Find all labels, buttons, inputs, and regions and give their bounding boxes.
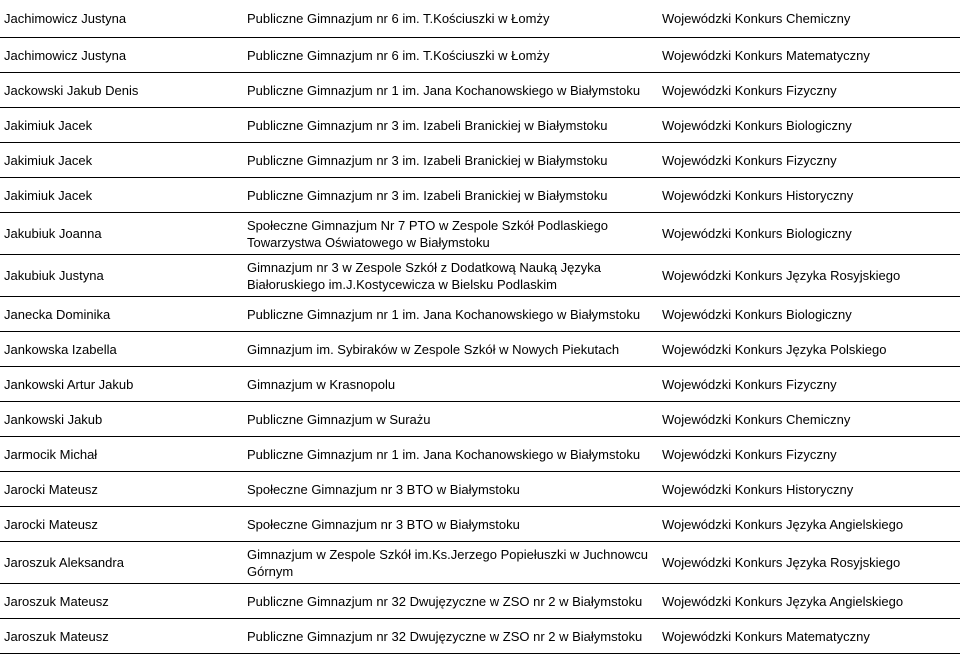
contest-name: Wojewódzki Konkurs Języka Rosyjskiego — [658, 542, 960, 584]
table-row — [0, 619, 960, 654]
school-name: Publiczne Gimnazjum w Surażu — [243, 402, 658, 437]
student-name: Jaroszuk Mateusz — [0, 619, 243, 654]
student-name: Jankowska Izabella — [0, 332, 243, 367]
contest-name: Wojewódzki Konkurs Biologiczny — [658, 297, 960, 332]
student-name: Jarocki Mateusz — [0, 472, 243, 507]
school-name: Publiczne Gimnazjum nr 3 im. Izabeli Branickiej w Białymstoku — [243, 108, 658, 143]
contest-name: Wojewódzki Konkurs Fizyczny — [658, 143, 960, 178]
table-row — [0, 178, 960, 213]
school-name: Publiczne Gimnazjum nr 3 im. Izabeli Branickiej w Białymstoku — [243, 143, 658, 178]
student-name: Janecka Dominika — [0, 297, 243, 332]
table-row — [0, 73, 960, 108]
table-row — [0, 255, 960, 297]
contest-name: Wojewódzki Konkurs Fizyczny — [658, 367, 960, 402]
table-row — [0, 472, 960, 507]
student-name: Jarocki Mateusz — [0, 507, 243, 542]
contest-name: Wojewódzki Konkurs Chemiczny — [658, 0, 960, 38]
table-row — [0, 402, 960, 437]
table-row — [0, 108, 960, 143]
student-name: Jakimiuk Jacek — [0, 108, 243, 143]
school-name: Społeczne Gimnazjum nr 3 BTO w Białymstoku — [243, 507, 658, 542]
table-row — [0, 213, 960, 255]
school-name: Gimnazjum im. Sybiraków w Zespole Szkół w Nowych Piekutach — [243, 332, 658, 367]
contest-name: Wojewódzki Konkurs Matematyczny — [658, 619, 960, 654]
school-name: Publiczne Gimnazjum nr 6 im. T.Kościuszki w Łomży — [243, 38, 658, 73]
table-row — [0, 437, 960, 472]
student-name: Jackowski Jakub Denis — [0, 73, 243, 108]
contest-name: Wojewódzki Konkurs Fizyczny — [658, 437, 960, 472]
student-name: Jarmocik Michał — [0, 437, 243, 472]
contest-name: Wojewódzki Konkurs Historyczny — [658, 472, 960, 507]
table-row — [0, 584, 960, 619]
student-name: Jaroszuk Aleksandra — [0, 542, 243, 584]
school-name: Publiczne Gimnazjum nr 1 im. Jana Kochanowskiego w Białymstoku — [243, 297, 658, 332]
student-name: Jankowski Jakub — [0, 402, 243, 437]
contest-name: Wojewódzki Konkurs Biologiczny — [658, 213, 960, 255]
table-row — [0, 38, 960, 73]
student-name: Jaroszuk Mateusz — [0, 584, 243, 619]
contest-name: Wojewódzki Konkurs Biologiczny — [658, 108, 960, 143]
school-name: Publiczne Gimnazjum nr 3 im. Izabeli Branickiej w Białymstoku — [243, 178, 658, 213]
table-row — [0, 507, 960, 542]
table-row — [0, 143, 960, 178]
school-name: Społeczne Gimnazjum Nr 7 PTO w Zespole Szkół Podlaskiego Towarzystwa Oświatowego w Białymstoku — [243, 213, 658, 255]
student-name: Jachimowicz Justyna — [0, 38, 243, 73]
contest-name: Wojewódzki Konkurs Matematyczny — [658, 38, 960, 73]
school-name: Gimnazjum w Zespole Szkół im.Ks.Jerzego Popiełuszki w Juchnowcu Górnym — [243, 542, 658, 584]
school-name: Społeczne Gimnazjum nr 3 BTO w Białymstoku — [243, 472, 658, 507]
contest-name: Wojewódzki Konkurs Historyczny — [658, 178, 960, 213]
school-name: Gimnazjum w Krasnopolu — [243, 367, 658, 402]
table-row — [0, 367, 960, 402]
contest-name: Wojewódzki Konkurs Języka Rosyjskiego — [658, 255, 960, 297]
student-name: Jakubiuk Justyna — [0, 255, 243, 297]
table-row — [0, 332, 960, 367]
school-name: Publiczne Gimnazjum nr 6 im. T.Kościuszki w Łomży — [243, 0, 658, 38]
school-name: Publiczne Gimnazjum nr 32 Dwujęzyczne w ZSO nr 2 w Białymstoku — [243, 584, 658, 619]
student-name: Jachimowicz Justyna — [0, 0, 243, 38]
student-name: Jankowski Artur Jakub — [0, 367, 243, 402]
table-row — [0, 542, 960, 584]
table-row — [0, 297, 960, 332]
contest-name: Wojewódzki Konkurs Języka Angielskiego — [658, 507, 960, 542]
table-row — [0, 0, 960, 38]
student-name: Jakubiuk Joanna — [0, 213, 243, 255]
contest-name: Wojewódzki Konkurs Chemiczny — [658, 402, 960, 437]
student-name: Jakimiuk Jacek — [0, 178, 243, 213]
contest-name: Wojewódzki Konkurs Języka Polskiego — [658, 332, 960, 367]
school-name: Publiczne Gimnazjum nr 32 Dwujęzyczne w ZSO nr 2 w Białymstoku — [243, 619, 658, 654]
contest-name: Wojewódzki Konkurs Języka Angielskiego — [658, 584, 960, 619]
student-name: Jakimiuk Jacek — [0, 143, 243, 178]
school-name: Gimnazjum nr 3 w Zespole Szkół z Dodatkową Nauką Języka Białoruskiego im.J.Kostycewicza w Bielsku Podlaskim — [243, 255, 658, 297]
school-name: Publiczne Gimnazjum nr 1 im. Jana Kochanowskiego w Białymstoku — [243, 437, 658, 472]
school-name: Publiczne Gimnazjum nr 1 im. Jana Kochanowskiego w Białymstoku — [243, 73, 658, 108]
contest-name: Wojewódzki Konkurs Fizyczny — [658, 73, 960, 108]
